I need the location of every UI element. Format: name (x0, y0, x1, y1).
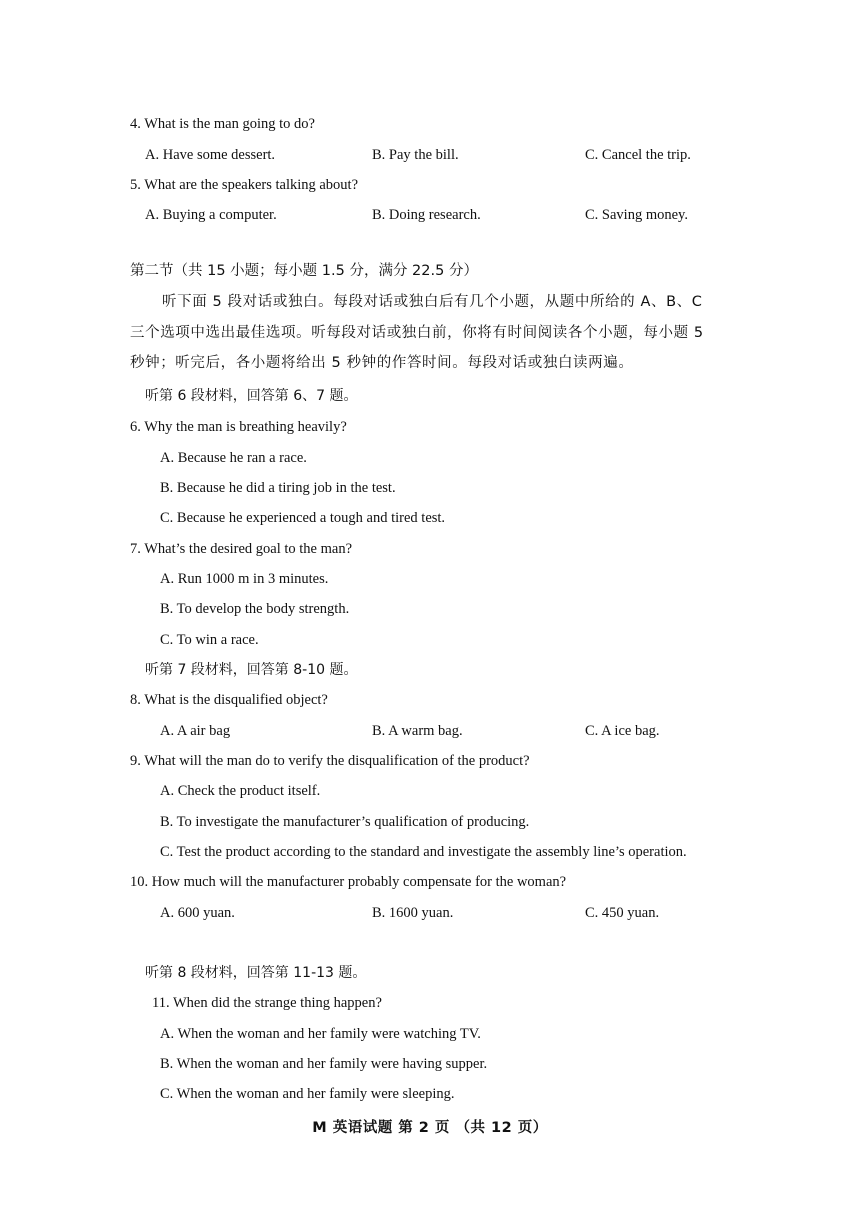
section-2-instruction-line-1: 听下面 5 段对话或独白。每段对话或独白后有几个小题，从题中所给的 A、B、C (162, 294, 703, 310)
question-9: 9. What will the man do to verify the disqualification of the product? (130, 753, 530, 769)
question-5: 5. What are the speakers talking about? (130, 177, 359, 193)
question-7: 7. What’s the desired goal to the man? (130, 541, 353, 557)
question-7-option-a: A. Run 1000 m in 3 minutes. (160, 571, 329, 587)
material-6-label: 听第 6 段材料，回答第 6、7 题。 (145, 388, 358, 404)
question-11-option-b: B. When the woman and her family were having supper. (160, 1056, 488, 1072)
question-4: 4. What is the man going to do? (130, 116, 315, 132)
question-4-option-a: A. Have some dessert. (145, 147, 276, 163)
question-6-option-a: A. Because he ran a race. (160, 450, 307, 466)
question-8-option-a: A. A air bag (160, 723, 231, 739)
question-5-option-b: B. Doing research. (372, 207, 481, 223)
question-9-option-a: A. Check the product itself. (160, 783, 321, 799)
question-9-option-c: C. Test the product according to the standard and investigate the assembly line’s operation. (160, 844, 687, 860)
question-11-option-a: A. When the woman and her family were watching TV. (160, 1026, 481, 1042)
question-11-option-c: C. When the woman and her family were sleeping. (160, 1086, 455, 1102)
question-6-option-b: B. Because he did a tiring job in the test. (160, 480, 396, 496)
question-10-option-c: C. 450 yuan. (585, 905, 660, 921)
question-4-option-b: B. Pay the bill. (372, 147, 459, 163)
question-10: 10. How much will the manufacturer probably compensate for the woman? (130, 874, 567, 890)
question-10-option-a: A. 600 yuan. (160, 905, 235, 921)
question-5-option-a: A. Buying a computer. (145, 207, 277, 223)
question-4-option-c: C. Cancel the trip. (585, 147, 691, 163)
question-7-option-b: B. To develop the body strength. (160, 601, 350, 617)
question-9-option-b: B. To investigate the manufacturer’s qualification of producing. (160, 814, 530, 830)
page-footer: M 英语试题 第 2 页 （共 12 页） (312, 1120, 548, 1136)
section-2-instruction-line-3: 秒钟；听完后，各小题将给出 5 秒钟的作答时间。每段对话或独白读两遍。 (130, 355, 634, 371)
question-8: 8. What is the disqualified object? (130, 692, 328, 708)
question-11: 11. When did the strange thing happen? (152, 995, 382, 1011)
material-8-label: 听第 8 段材料，回答第 11-13 题。 (145, 965, 367, 981)
question-6: 6. Why the man is breathing heavily? (130, 419, 347, 435)
question-8-option-c: C. A ice bag. (585, 723, 660, 739)
question-7-option-c: C. To win a race. (160, 632, 259, 648)
question-5-option-c: C. Saving money. (585, 207, 688, 223)
material-7-label: 听第 7 段材料，回答第 8-10 题。 (145, 662, 358, 678)
section-2-title: 第二节（共 15 小题；每小题 1.5 分，满分 22.5 分） (130, 263, 478, 279)
section-2-instruction-line-2: 三个选项中选出最佳选项。听每段对话或独白前，你将有时间阅读各个小题，每小题 5 (130, 325, 704, 341)
question-6-option-c: C. Because he experienced a tough and tired test. (160, 510, 446, 526)
question-8-option-b: B. A warm bag. (372, 723, 463, 739)
question-10-option-b: B. 1600 yuan. (372, 905, 454, 921)
